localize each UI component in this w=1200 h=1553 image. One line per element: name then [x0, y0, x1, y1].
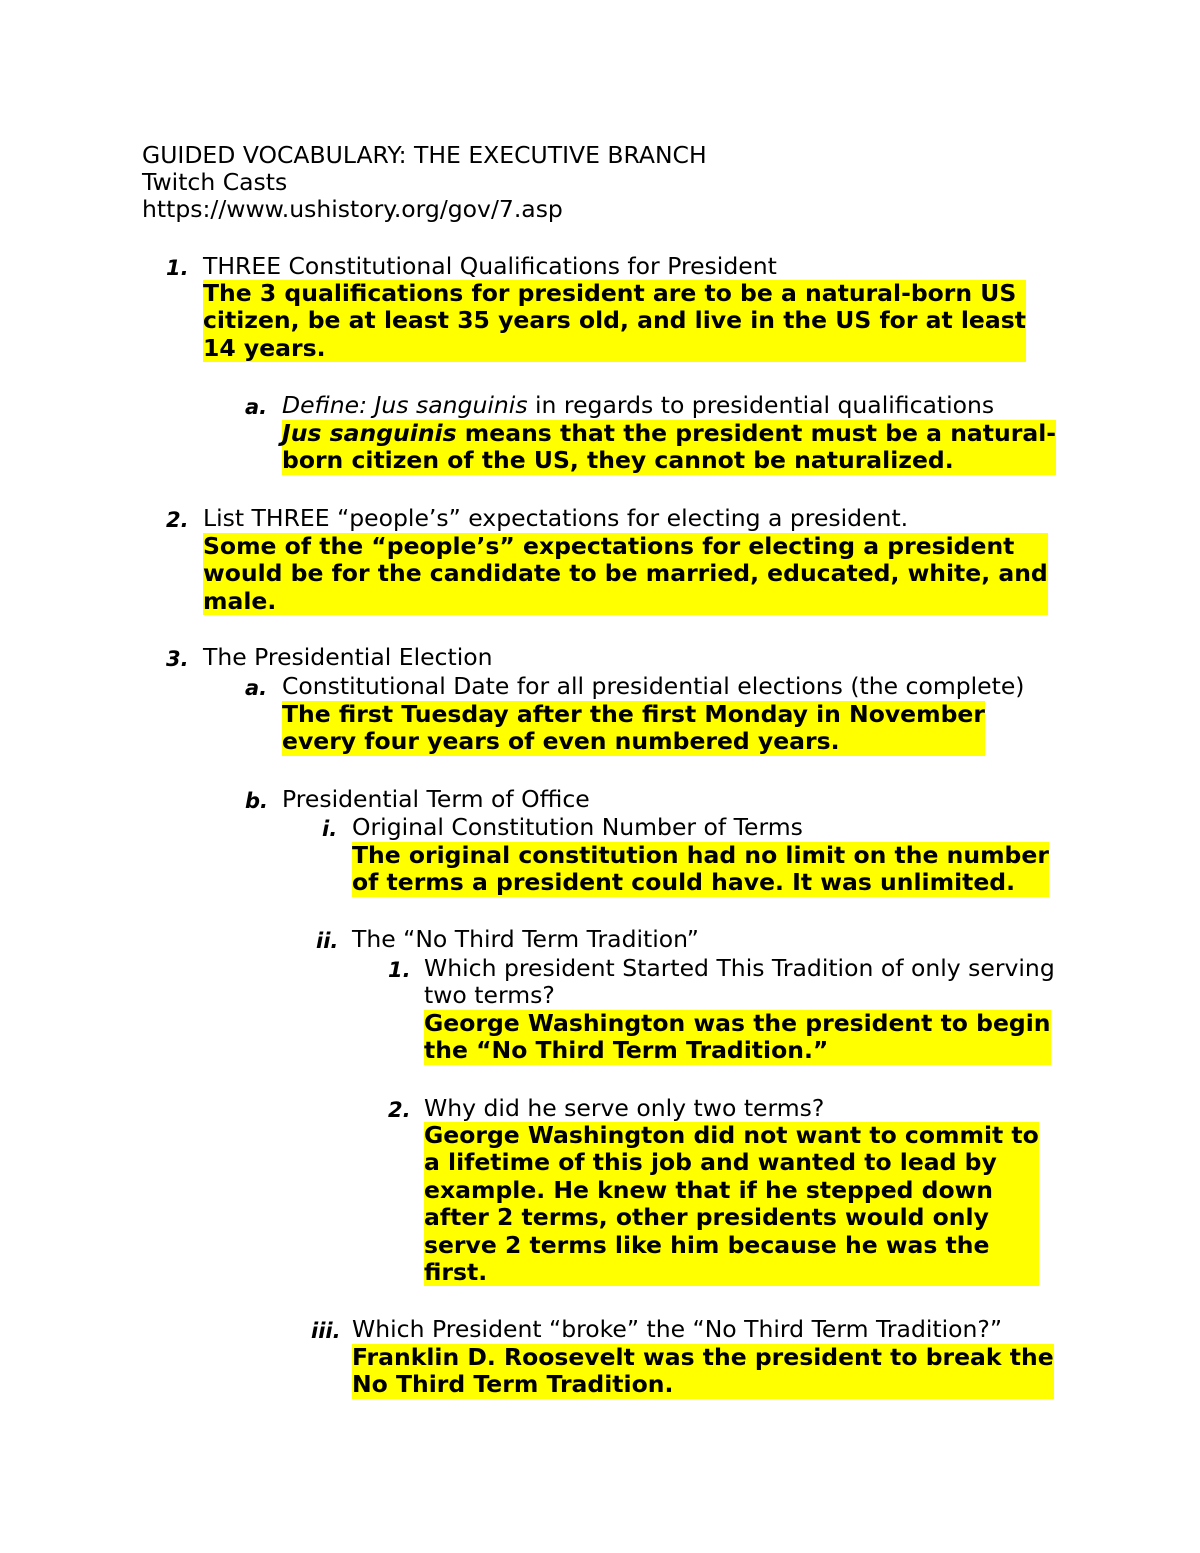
- list-marker: iii.: [311, 1319, 341, 1343]
- answer-line: example. He knew that if he stepped down: [424, 1175, 994, 1204]
- answer-2: [203, 533, 1048, 615]
- document-title: GUIDED VOCABULARY: THE EXECUTIVE BRANCH: [142, 141, 707, 169]
- question-3b-iii: Which President “broke” the “No Third Term Tradition?”: [352, 1315, 1003, 1343]
- answer-line: The original constitution had no limit on the number: [352, 841, 1049, 869]
- answer-line: every four years of even numbered years.: [282, 727, 840, 756]
- question-3b-i: Original Constitution Number of Terms: [352, 813, 803, 841]
- list-marker: a.: [245, 676, 268, 700]
- question-3b-ii: The “No Third Term Tradition”: [352, 925, 699, 953]
- list-marker: 1.: [166, 256, 189, 280]
- question-italic: Define: Jus sanguinis: [282, 391, 528, 419]
- answer-line: No Third Term Tradition.: [352, 1370, 674, 1399]
- answer-line: would be for the candidate to be married, educated, white, and: [203, 559, 1048, 588]
- answer-line: citizen, be at least 35 years old, and live in the US for at least: [203, 306, 1026, 335]
- answer-line: Franklin D. Roosevelt was the president to break the: [352, 1343, 1054, 1371]
- source-url: https://www.ushistory.org/gov/7.asp: [142, 195, 563, 223]
- answer-line: George Washington was the president to begin: [424, 1009, 1051, 1037]
- question-3: The Presidential Election: [203, 643, 493, 671]
- answer-line: George Washington did not want to commit to: [424, 1121, 1039, 1149]
- question-2: List THREE “people’s” expectations for electing a president.: [203, 504, 909, 532]
- answer-line: first.: [424, 1258, 488, 1287]
- question-3a: Constitutional Date for all presidential elections (the complete): [282, 672, 1025, 700]
- answer-rest: means that the president must be a natural-: [456, 419, 1056, 447]
- question-3b: Presidential Term of Office: [282, 785, 590, 813]
- list-marker: a.: [245, 395, 268, 419]
- answer-line: a lifetime of this job and wanted to lead by: [424, 1148, 997, 1177]
- list-marker: b.: [245, 789, 269, 813]
- document-subtitle: Twitch Casts: [142, 168, 288, 196]
- answer-line: serve 2 terms like him because he was the: [424, 1230, 990, 1259]
- answer-line: The first Tuesday after the first Monday in November: [282, 700, 985, 728]
- answer-line: Some of the “people’s” expectations for electing a president: [203, 532, 1015, 560]
- answer-line: The 3 qualifications for president are to be a natural-born US: [203, 279, 1017, 307]
- answer-3b-i: [352, 842, 1049, 897]
- question-3b-ii-1: Which president Started This Tradition of only serving: [424, 954, 1055, 982]
- answer-line: born citizen of the US, they cannot be naturalized.: [282, 446, 954, 475]
- answer-line: [282, 420, 1056, 447]
- answer-3b-iii: [352, 1344, 1054, 1399]
- answer-1: [203, 280, 1026, 362]
- answer-line: 14 years.: [203, 333, 326, 362]
- list-marker: 3.: [166, 647, 189, 671]
- question-1: THREE Constitutional Qualifications for President: [203, 252, 777, 280]
- list-marker: 1.: [388, 958, 411, 982]
- answer-3b-ii-2: [424, 1122, 1039, 1286]
- answer-line: the “No Third Term Tradition.”: [424, 1036, 829, 1065]
- question-3b-ii-2: Why did he serve only two terms?: [424, 1094, 825, 1122]
- answer-italic: Jus sanguinis: [282, 419, 457, 447]
- answer-line: male.: [203, 586, 277, 615]
- question-3b-ii-1-cont: two terms?: [424, 981, 555, 1009]
- question-1a: [282, 392, 994, 419]
- list-marker: i.: [322, 817, 338, 841]
- answer-3b-ii-1: [424, 1010, 1051, 1065]
- list-marker: 2.: [166, 508, 189, 532]
- answer-1a: [282, 420, 1056, 475]
- answer-line: after 2 terms, other presidents would only: [424, 1203, 989, 1232]
- question-rest: in regards to presidential qualifications: [527, 391, 995, 419]
- answer-3a: [282, 701, 985, 756]
- answer-line: of terms a president could have. It was unlimited.: [352, 868, 1016, 897]
- list-marker: ii.: [316, 929, 339, 953]
- list-marker: 2.: [388, 1098, 411, 1122]
